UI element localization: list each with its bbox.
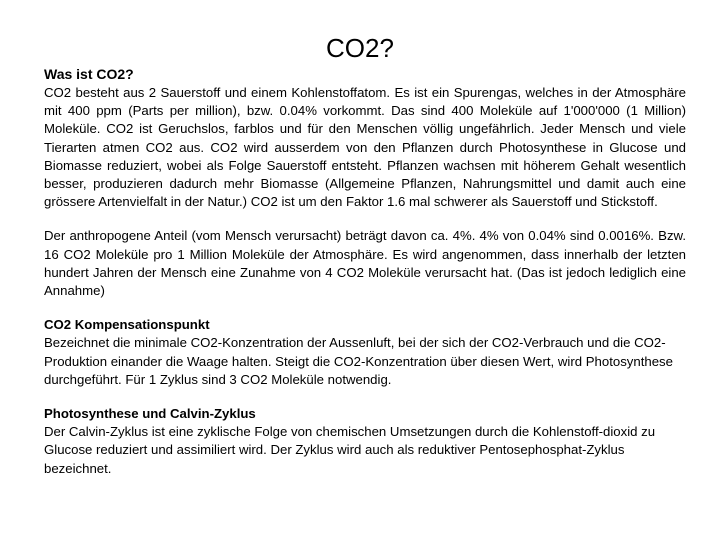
slide-subtitle: Was ist CO2?: [44, 66, 134, 82]
paragraph-intro: CO2 besteht aus 2 Sauerstoff und einem Kohlenstoffatom. Es ist ein Spurengas, welches in der Atmosphäre mit 400 ppm (Parts per million), bzw. 0.04% vorkommt. Das sind 400 Moleküle auf 1'000'000 (1 Million) Moleküle. CO2 ist Geruchslos, farblos und für den Menschen völlig ungefährlich. Jeder Mensch und viele Tierarten atmen CO2 aus. CO2 wird ausserdem von den Pflanzen durch Photosynthese in Glucose und Biomasse reduziert, wobei als Folge Sauerstoff entsteht. Pflanzen wachsen mit höherem Gehalt wesentlich besser, produzieren dadurch mehr Biomasse (Allgemeine Pflanzen, Nahrungsmittel und damit auch eine grössere Artenvielfalt in der Natur.) CO2 ist um den Faktor 1.6 mal schwerer als Sauerstoff und Stickstoff.: [44, 85, 686, 210]
slide-title: [0, 33, 720, 63]
slide-title-text: CO2?: [326, 33, 394, 63]
paragraph-anthropogen: Der anthropogene Anteil (vom Mensch verursacht) beträgt davon ca. 4%. 4% von 0.04% sind 0.0016%. Bzw. 16 CO2 Moleküle pro 1 Million Moleküle der Atmosphäre. Es wird angenommen, dass innerhalb der letzten hundert Jahren der Mensch eine Zunahme von 4 CO2 Moleküle verursacht hat. (Das ist jedoch lediglich eine Annahme): [44, 228, 686, 299]
section-heading-kompensation: CO2 Kompensationspunkt: [44, 317, 210, 333]
section-kompensation: [44, 316, 686, 389]
section-body-calvin: Der Calvin-Zyklus ist eine zyklische Folge von chemischen Umsetzungen durch die Kohlenstoff-dioxid zu Glucose reduziert und assimiliert wird. Der Zyklus wird auch als reduktiver Pentosephosphat-Zyklus bezeichnet.: [44, 424, 656, 476]
section-body-kompensation: Bezeichnet die minimale CO2-Konzentration der Aussenluft, bei der sich der CO2-Verbrauch und die CO2-Produktion einander die Waage halten. Steigt die CO2-Konzentration über diesen Wert, wird Photosynthese durchgeführt. Für 1 Zyklus sind 3 CO2 Moleküle notwendig.: [44, 335, 673, 387]
section-calvin: [44, 405, 686, 478]
section-heading-calvin: Photosynthese und Calvin-Zyklus: [44, 406, 256, 422]
slide-body: [44, 84, 686, 478]
